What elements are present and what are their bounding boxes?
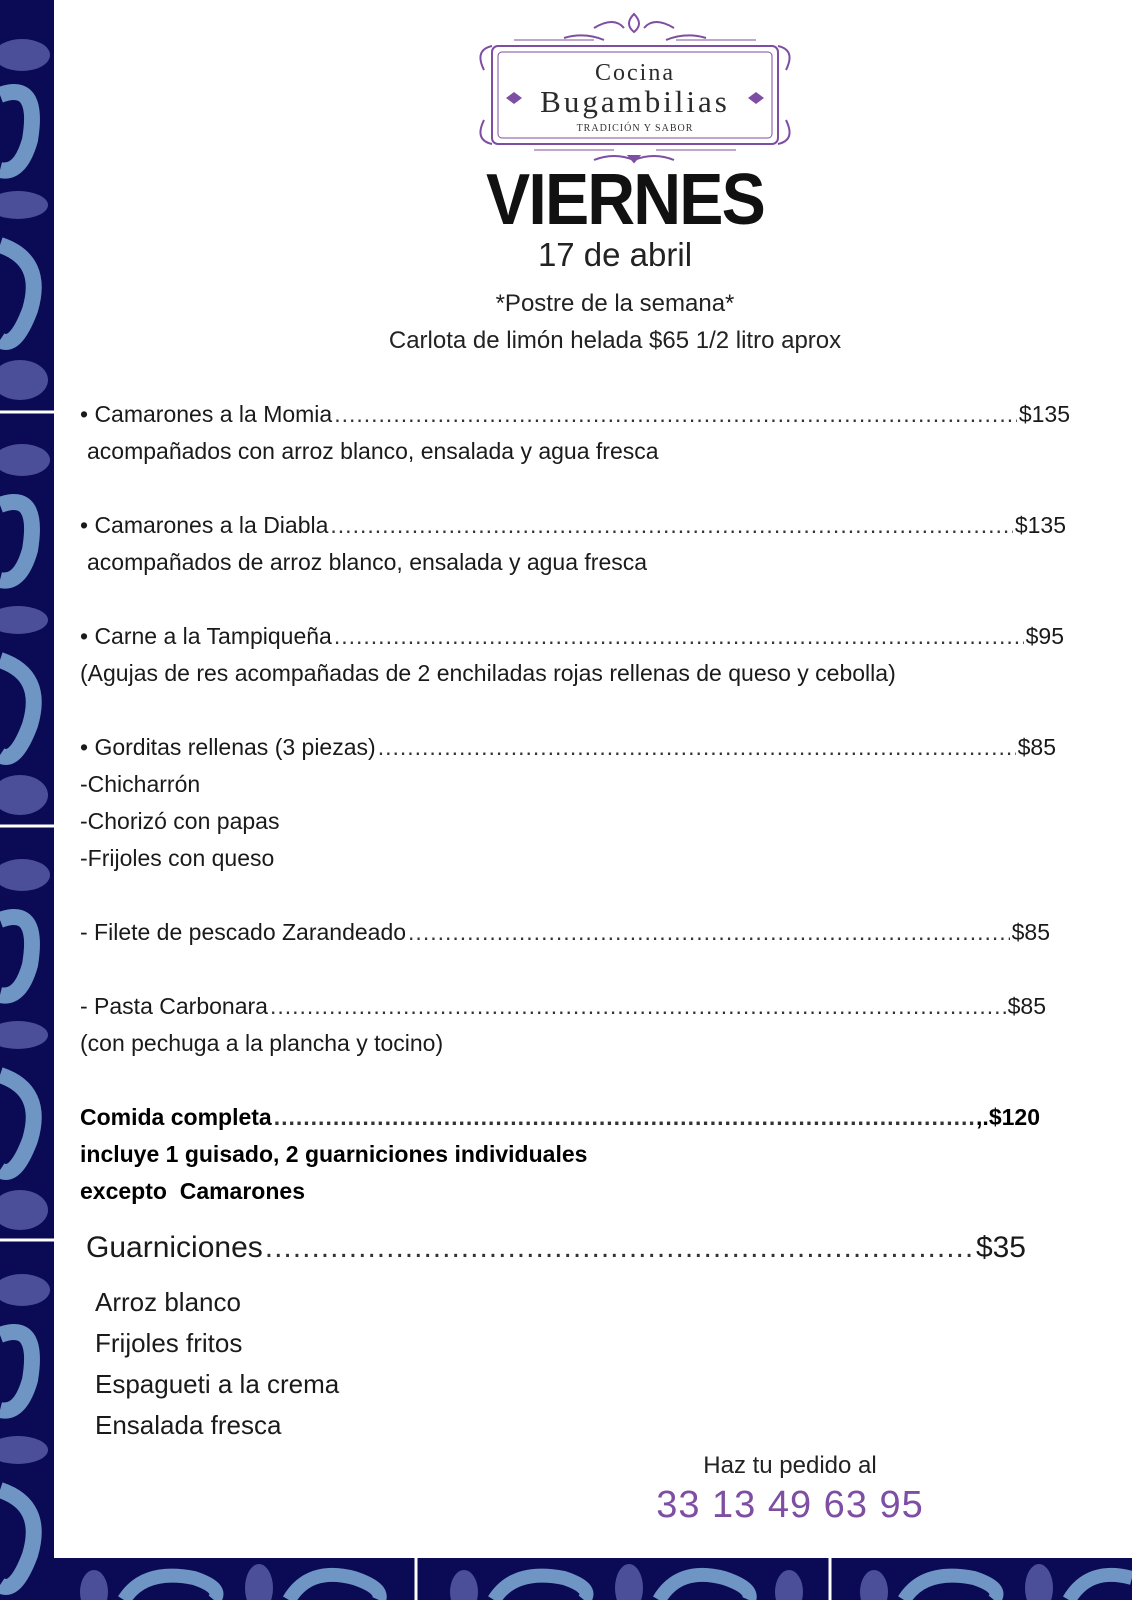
menu-item-price: $95 <box>1025 623 1064 649</box>
menu-item-price: $135 <box>1014 512 1066 538</box>
leader-dots <box>378 729 1016 766</box>
menu-item <box>80 914 1070 951</box>
menu-item-name: - Pasta Carbonara <box>80 993 268 1019</box>
decorative-tile-border-left <box>0 0 54 1600</box>
side-item: Ensalada fresca <box>95 1410 282 1440</box>
leader-dots <box>330 507 1012 544</box>
menu-item <box>80 507 1070 544</box>
menu-item <box>80 988 1070 1025</box>
menu-item-option: -Frijoles con queso <box>80 845 275 871</box>
combo-price: ,.$120 <box>976 1104 1040 1130</box>
sides-header <box>86 1228 1046 1268</box>
menu-item-description: (Agujas de res acompañadas de 2 enchiladas rojas rellenas de queso y cebolla) <box>80 660 896 686</box>
leader-dots <box>274 1099 974 1136</box>
leader-dots <box>334 396 1017 433</box>
menu-item-description: (con pechuga a la plancha y tocino) <box>80 1030 444 1056</box>
combo-exception: excepto Camarones <box>80 1178 305 1204</box>
menu-item-name: • Carne a la Tampiqueña <box>80 623 332 649</box>
side-item: Frijoles fritos <box>95 1328 243 1358</box>
leader-dots <box>408 914 1010 951</box>
order-phone-number: 33 13 49 63 95 <box>656 1484 924 1526</box>
menu-item-name: • Gorditas rellenas (3 piezas) <box>80 734 376 760</box>
day-heading: VIERNES <box>486 160 764 240</box>
leader-dots <box>265 1228 974 1268</box>
menu-item-price: $85 <box>1011 919 1050 945</box>
menu-item <box>80 396 1070 433</box>
combo-line <box>80 1099 1070 1136</box>
menu-item-name: • Camarones a la Diabla <box>80 512 329 538</box>
menu-item <box>80 729 1070 766</box>
combo-name: Comida completa <box>80 1104 272 1130</box>
menu-item <box>80 618 1070 655</box>
sides-list <box>95 1282 339 1446</box>
menu-item-description: acompañados con arroz blanco, ensalada y agua fresca <box>87 438 659 464</box>
logo-tagline: TRADICIÓN Y SABOR <box>576 123 694 134</box>
sides-title: Guarniciones <box>86 1231 263 1264</box>
leader-dots <box>334 618 1024 655</box>
dessert-description: Carlota de limón helada $65 1/2 litro aprox <box>388 327 842 354</box>
sides-price: $35 <box>975 1231 1026 1264</box>
side-item: Arroz blanco <box>95 1287 241 1317</box>
decorative-tile-border-bottom <box>54 1558 1132 1600</box>
logo-text-cocina: Cocina <box>595 60 675 86</box>
sides-section <box>86 1228 1046 1268</box>
order-label: Haz tu pedido al <box>703 1452 877 1479</box>
menu-item-option: -Chorizó con papas <box>80 808 280 834</box>
date-text: 17 de abril <box>537 236 693 273</box>
menu-item-price: $85 <box>1017 734 1056 760</box>
menu-item-description: acompañados de arroz blanco, ensalada y agua fresca <box>87 549 648 575</box>
menu-item-price: $85 <box>1007 993 1046 1019</box>
menu-item-option: -Chicharrón <box>80 771 201 797</box>
menu-item-name: - Filete de pescado Zarandeado <box>80 919 407 945</box>
logo-text-bugambilias: Bugambilias <box>540 84 730 119</box>
restaurant-logo <box>474 10 796 170</box>
dessert-title: *Postre de la semana* <box>495 290 735 317</box>
menu-item-price: $135 <box>1018 401 1070 427</box>
leader-dots <box>270 988 1006 1025</box>
menu-item-name: • Camarones a la Momia <box>80 401 333 427</box>
combo-description: incluye 1 guisado, 2 guarniciones individuales <box>80 1141 588 1167</box>
menu-list <box>80 396 1070 1210</box>
combo-meal <box>80 1099 1070 1210</box>
side-item: Espagueti a la crema <box>95 1369 340 1399</box>
